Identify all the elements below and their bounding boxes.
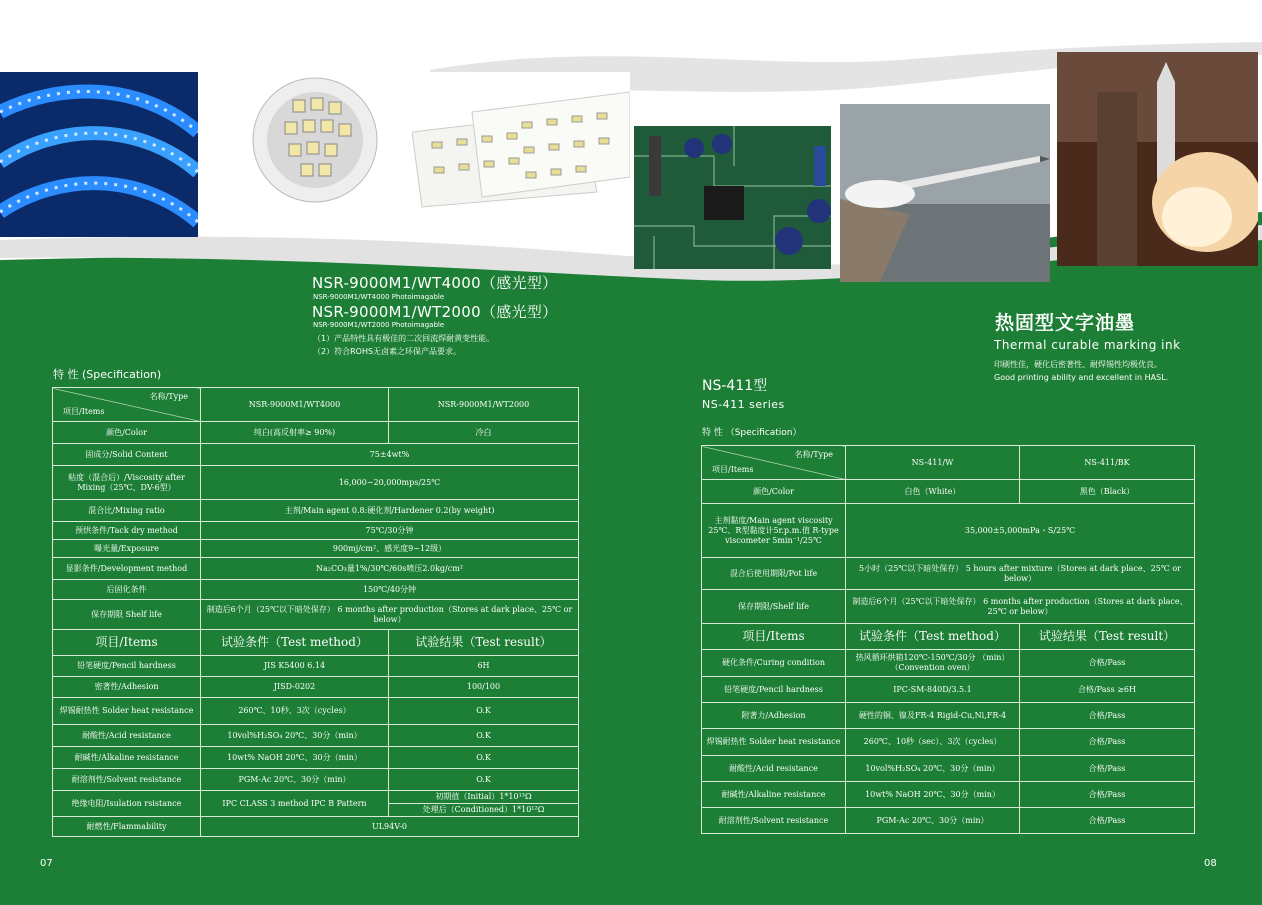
test-method: 10vol%H₂SO₄ 20℃、30分（min） (846, 756, 1020, 782)
left-spec-table (52, 387, 579, 837)
spec-label: 颜色/Color (702, 480, 846, 504)
spec-heading-right: 特 性 （Specification） (702, 428, 802, 438)
test-method: PGM-Ac 20℃、30分（min） (201, 769, 389, 791)
test-result: 合格/Pass (1020, 756, 1195, 782)
header-diagonal-cell: 名称/Type 项目/Items (53, 388, 201, 422)
product-title-wt2000: NSR-9000M1/WT2000（感光型） (312, 303, 558, 321)
test-result: 合格/Pass (1020, 729, 1195, 756)
feature-note-1: （1）产品特性具有极佳的二次回流焊耐黄变性能。 (313, 334, 495, 343)
test-method: PGM-Ac 20℃、30分（min） (846, 808, 1020, 834)
spec-value: 黑色（Black） (1020, 480, 1195, 504)
category-title-cn: 热固型文字油墨 (995, 312, 1136, 334)
spec-value: 纯白(高反射率≥ 90%) (201, 422, 389, 444)
spec-value: 制造后6个月（25℃以下暗处保存） 6 months after production（Stores at dark place、25℃ or below） (846, 590, 1195, 624)
test-label: 铅笔硬度/Pencil hardness (53, 656, 201, 677)
circuit-board-photo (634, 126, 831, 269)
test-result: 100/100 (389, 677, 579, 698)
test-result: 合格/Pass (1020, 703, 1195, 729)
test-result: 处理后（Conditioned）1*10¹²Ω (389, 804, 579, 817)
test-method: JIS K5400 6.14 (201, 656, 389, 677)
test-result: UL94V-0 (201, 817, 579, 837)
test-method: 硬性的铜、镍及FR-4 Rigid-Cu,Ni,FR-4 (846, 703, 1020, 729)
test-label: 铅笔硬度/Pencil hardness (702, 677, 846, 703)
test-label: 耐溶剂性/Solvent resistance (702, 808, 846, 834)
spec-value: 150℃/40分钟 (201, 580, 579, 600)
test-method: 10wt% NaOH 20℃、30分（min） (846, 782, 1020, 808)
test-method: IPC CLASS 3 method IPC B Pattern (201, 791, 389, 817)
test-method: 260℃、10秒（sec）、3次（cycles） (846, 729, 1020, 756)
spec-value: 5小时（25℃以下暗处保存） 5 hours after mixture（Stores at dark place、25℃ or below） (846, 558, 1195, 590)
test-label: 密著性/Adhesion (53, 677, 201, 698)
test-header-method: 试验条件（Test method） (201, 630, 389, 656)
test-result: 6H (389, 656, 579, 677)
col-header-wt4000: NSR-9000M1/WT4000 (201, 388, 389, 422)
test-method: 10vol%H₂SO₄ 20℃、30分（min） (201, 725, 389, 747)
test-result: O.K (389, 725, 579, 747)
test-label: 耐燃性/Flammability (53, 817, 201, 837)
col-header-ns411w: NS-411/W (846, 446, 1020, 480)
test-result: 合格/Pass (1020, 782, 1195, 808)
page-number-right: 08 (1204, 858, 1217, 869)
spec-value: 冷白 (389, 422, 579, 444)
test-result: O.K (389, 698, 579, 725)
spec-label: 保存期限/Shelf life (702, 590, 846, 624)
test-label: 耐碱性/Alkaline resistance (702, 782, 846, 808)
category-title-en: Thermal curable marking ink (994, 338, 1181, 352)
spec-value: 75℃/30分钟 (201, 522, 579, 540)
test-header-items: 项目/Items (53, 630, 201, 656)
product-subtitle-wt2000: NSR-9000M1/WT2000 Photoimagable (313, 321, 445, 329)
spec-label: 混合后使用期限/Pot life (702, 558, 846, 590)
spec-value: Na₂CO₃量1%/30℃/60s喷压2.0kg/cm² (201, 558, 579, 580)
product-series: NS-411 series (702, 398, 785, 411)
spec-label: 曝光量/Exposure (53, 540, 201, 558)
test-label: 绝缘电阻/Isulation rsistance (53, 791, 201, 817)
test-result: 合格/Pass (1020, 808, 1195, 834)
test-header-method: 试验条件（Test method） (846, 624, 1020, 650)
spec-label: 预烘条件/Tack dry method (53, 522, 201, 540)
test-result: 合格/Pass ≥6H (1020, 677, 1195, 703)
test-method: 260℃、10秒、3次（cycles） (201, 698, 389, 725)
test-label: 硬化条件/Curing condition (702, 650, 846, 677)
spec-label: 主剂黏度/Main agent viscosity 25℃、R型黏度计5r.p.m.值 R-type viscometer 5min⁻¹/25℃ (702, 504, 846, 558)
test-method: 10wt% NaOH 20℃、30分（min） (201, 747, 389, 769)
test-result: O.K (389, 747, 579, 769)
test-label: 耐酸性/Acid resistance (53, 725, 201, 747)
test-method: JISD-0202 (201, 677, 389, 698)
test-header-result: 试验结果（Test result） (389, 630, 579, 656)
test-result: O.K (389, 769, 579, 791)
test-label: 附著力/Adhesion (702, 703, 846, 729)
category-desc-en: Good printing ability and excellent in HASL. (994, 373, 1169, 382)
test-method: IPC-SM-840D/3.5.1 (846, 677, 1020, 703)
test-header-result: 试验结果（Test result） (1020, 624, 1195, 650)
test-label: 耐酸性/Acid resistance (702, 756, 846, 782)
test-method: 热风循环烘箱120℃-150℃/30分 （min）（Convention oven） (846, 650, 1020, 677)
test-result: 初期值（Initial）1*10¹³Ω (389, 791, 579, 804)
test-label: 焊锡耐热性 Solder heat resistance (53, 698, 201, 725)
spec-value: 制造后6个月（25℃以下暗处保存） 6 months after production（Stores at dark place、25℃ or below） (201, 600, 579, 630)
header-diagonal-cell: 名称/Type 项目/Items (702, 446, 846, 480)
test-label: 耐碱性/Alkaline resistance (53, 747, 201, 769)
col-header-wt2000: NSR-9000M1/WT2000 (389, 388, 579, 422)
col-header-ns411bk: NS-411/BK (1020, 446, 1195, 480)
spec-label: 保存期限 Shelf life (53, 600, 201, 630)
spec-label: 粘度（混合后）/Viscosity after Mixing（25℃、DV-6型） (53, 466, 201, 500)
led-strip-photo (0, 72, 198, 237)
test-label: 耐溶剂性/Solvent resistance (53, 769, 201, 791)
spec-value: 主剂/Main agent 0.8:硬化剂/Hardener 0.2(by weight) (201, 500, 579, 522)
rocket-launch-photo (1057, 52, 1258, 266)
test-result: 合格/Pass (1020, 650, 1195, 677)
right-spec-table (701, 445, 1195, 834)
test-header-items: 项目/Items (702, 624, 846, 650)
product-name: NS-411型 (702, 378, 768, 394)
led-module-photo (205, 70, 410, 205)
spec-label: 混合比/Mixing ratio (53, 500, 201, 522)
test-label: 焊锡耐热性 Solder heat resistance (702, 729, 846, 756)
spec-label: 颜色/Color (53, 422, 201, 444)
spec-label: 显影条件/Development method (53, 558, 201, 580)
led-board-photo (412, 72, 630, 212)
spec-label: 后固化条件 (53, 580, 201, 600)
spec-value: 白色（White） (846, 480, 1020, 504)
feature-note-2: （2）符合ROHS无卤素之环保产品要求。 (313, 347, 462, 356)
product-title-wt4000: NSR-9000M1/WT4000（感光型） (312, 274, 558, 292)
spec-value: 16,000~20,000mps/25℃ (201, 466, 579, 500)
category-desc-cn: 印刷性佳，硬化后密著性、耐焊锡性均极优良。 (994, 360, 1162, 369)
page-number-left: 07 (40, 858, 53, 869)
spec-value: 75±4wt% (201, 444, 579, 466)
spec-value: 35,000±5,000mPa・S/25℃ (846, 504, 1195, 558)
spec-value: 900mj/cm²、感光度9~12级） (201, 540, 579, 558)
product-subtitle-wt4000: NSR-9000M1/WT4000 Photoimagable (313, 293, 445, 301)
missile-photo (840, 104, 1050, 282)
spec-label: 固成分/Solid Content (53, 444, 201, 466)
spec-heading-left: 特 性 (Specification) (53, 368, 162, 381)
